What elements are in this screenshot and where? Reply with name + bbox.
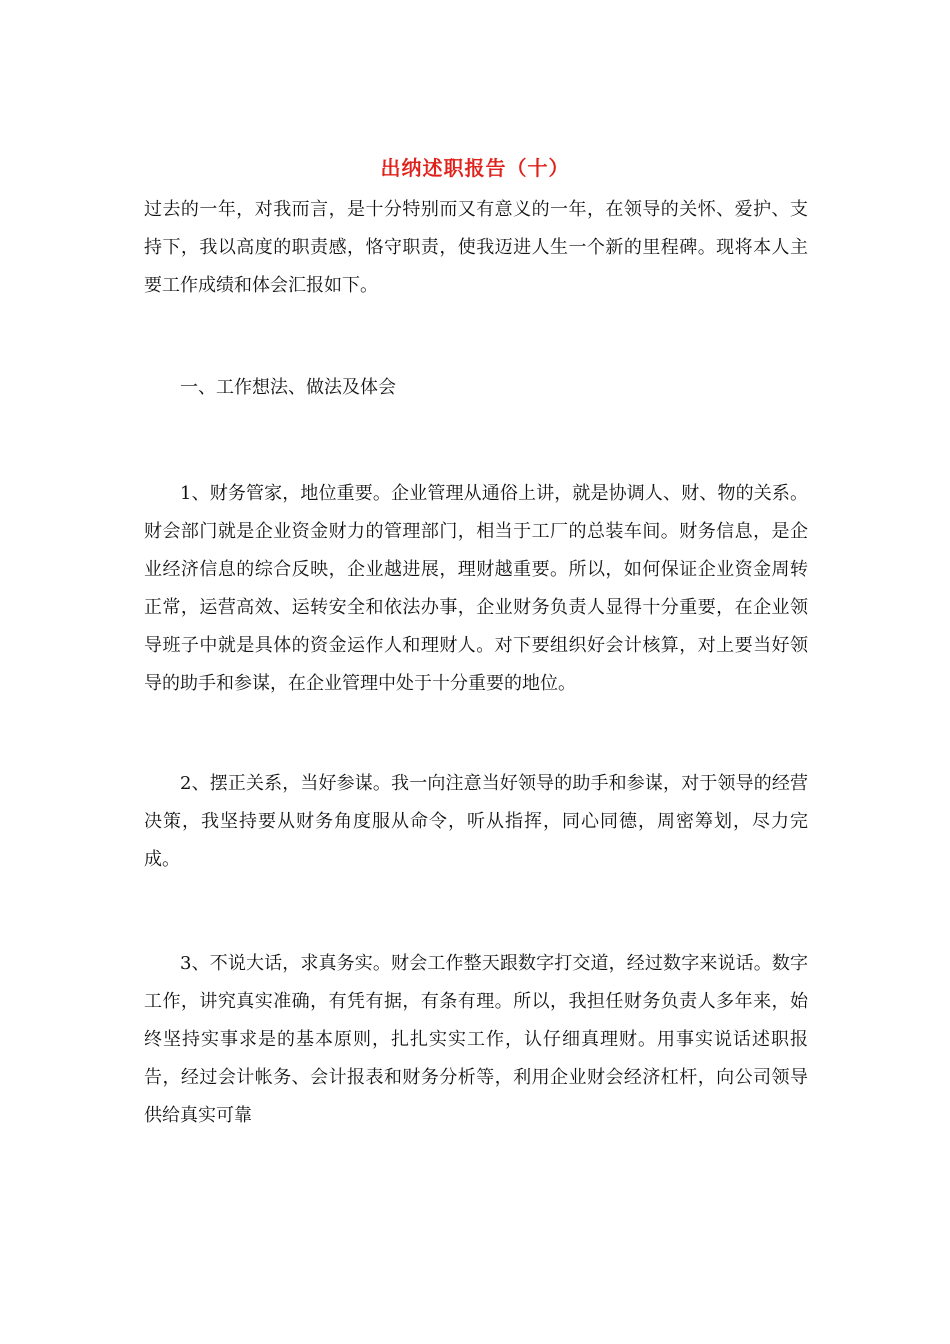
item-paragraph-3: 3、不说大话，求真务实。财会工作整天跟数字打交道，经过数字来说话。数字工作，讲究真实准确，有凭有据，有条有理。所以，我担任财务负责人多年来，始终坚持实事求是的基本原则，扎扎实实工作，认仔细真理财。用事实说话述职报告，经过会计帐务、会计报表和财务分析等，利用企业财会经济杠杆，向公司领导供给真实可靠 <box>144 953 808 1126</box>
item-paragraph-2: 2、摆正关系，当好参谋。我一向注意当好领导的助手和参谋，对于领导的经营决策，我坚持要从财务角度服从命令，听从指挥，同心同德，周密筹划，尽力完成。 <box>144 773 808 870</box>
intro-paragraph: 过去的一年，对我而言，是十分特别而又有意义的一年，在领导的关怀、爱护、支持下，我以高度的职责感，恪守职责，使我迈进人生一个新的里程碑。现将本人主要工作成绩和体会汇报如下。 <box>144 199 808 296</box>
document-title: 出纳述职报告（十） <box>380 156 570 180</box>
item-paragraph-1: 1、财务管家，地位重要。企业管理从通俗上讲，就是协调人、财、物的关系。财会部门就是企业资金财力的管理部门，相当于工厂的总装车间。财务信息，是企业经济信息的综合反映，企业越进展，理财越重要。所以，如何保证企业资金周转正常，运营高效、运转安全和依法办事，企业财务负责人显得十分重要，在企业领导班子中就是具体的资金运作人和理财人。对下要组织好会计核算，对上要当好领导的助手和参谋，在企业管理中处于十分重要的地位。 <box>144 483 808 694</box>
section-heading: 一、工作想法、做法及体会 <box>180 377 396 398</box>
